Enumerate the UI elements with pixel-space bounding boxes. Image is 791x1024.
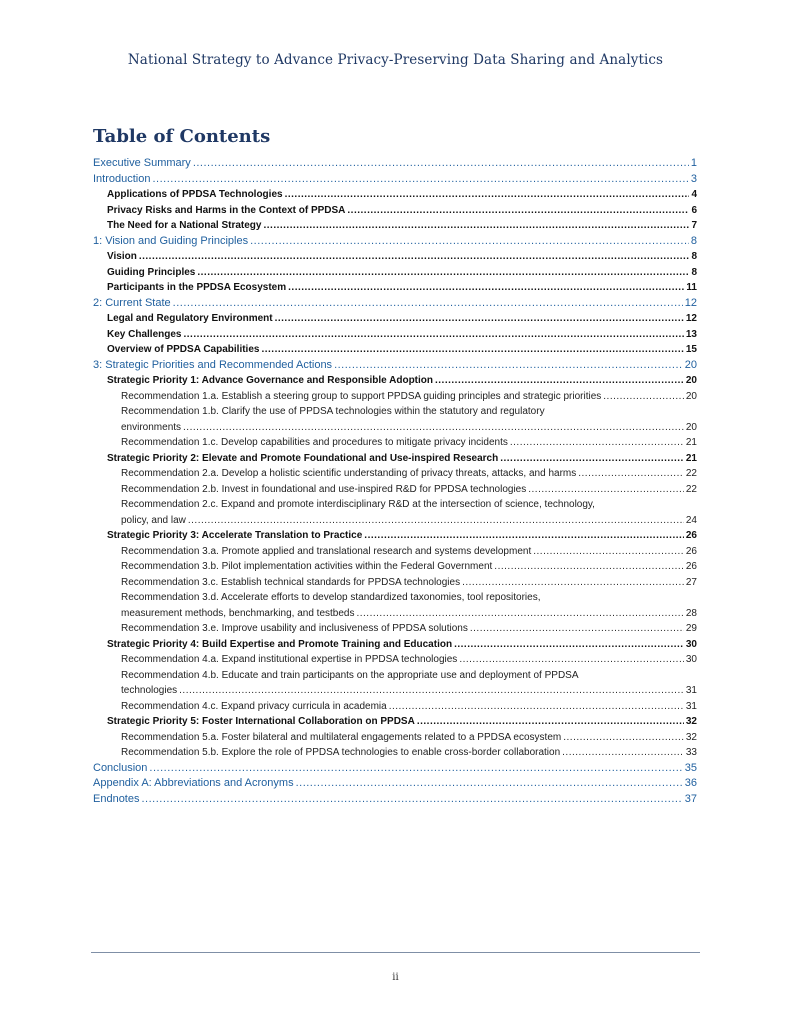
toc-entry-title: Recommendation 2.c. Expand and promote interdisciplinary R&D at the intersection of science, technology, — [121, 499, 595, 510]
toc-entry-page: 7 — [691, 220, 697, 231]
toc-dot-leader — [152, 172, 688, 188]
toc-entry-page: 31 — [685, 685, 697, 696]
toc-entry-title: Legal and Regulatory Environment — [107, 313, 273, 324]
toc-dot-leader — [356, 606, 683, 622]
toc-entry-page: 30 — [685, 654, 697, 665]
toc-entry-title-continued: technologies — [121, 685, 178, 696]
toc-entry-page: 26 — [685, 561, 697, 572]
toc-recommendation-link[interactable] — [93, 590, 697, 621]
toc-dot-leader — [149, 761, 682, 777]
toc-entry-page: 35 — [684, 761, 697, 774]
toc-recommendation-link[interactable] — [93, 621, 697, 637]
toc-subsection-link[interactable] — [93, 342, 697, 358]
page-number: ii — [392, 972, 399, 983]
toc-recommendation-link[interactable] — [93, 466, 697, 482]
toc-entry-page: 24 — [685, 514, 697, 526]
toc-entry-page: 11 — [686, 282, 697, 293]
toc-entry-page: 1 — [690, 157, 697, 169]
toc-entry-page: 22 — [685, 468, 697, 479]
toc-entry-page: 20 — [685, 375, 697, 386]
toc-entry-page: 8 — [691, 251, 697, 262]
toc-subsection-link[interactable] — [93, 373, 697, 389]
toc-entry-page: 28 — [685, 607, 697, 619]
toc-entry-title: Strategic Priority 4: Build Expertise and Promote Training and Education — [107, 638, 453, 650]
toc-subsection-link[interactable] — [93, 528, 697, 544]
toc-entry-page: 3 — [690, 172, 697, 185]
toc-dot-leader — [454, 637, 684, 653]
toc-recommendation-link[interactable] — [93, 404, 697, 435]
toc-entry-title: Applications of PPDSA Technologies — [107, 189, 283, 200]
toc-entry-title: Recommendation 3.c. Establish technical standards for PPDSA technologies — [121, 576, 461, 588]
toc-section-link[interactable] — [93, 792, 697, 808]
toc-entry-page: 20 — [685, 390, 697, 402]
toc-recommendation-link[interactable] — [93, 389, 697, 405]
toc-dot-leader — [603, 389, 684, 405]
toc-entry-title: Recommendation 1.a. Establish a steering group to support PPDSA guiding principles and strategic priorities — [121, 390, 602, 402]
toc-entry-page: 29 — [685, 623, 697, 634]
toc-dot-leader — [494, 559, 684, 575]
toc-subsection-link[interactable] — [93, 637, 697, 653]
toc-entry-title: Recommendation 3.e. Improve usability and inclusiveness of PPDSA solutions — [121, 623, 468, 634]
toc-entry-title: 2: Current State — [93, 296, 171, 309]
toc-dot-leader — [578, 466, 684, 482]
toc-dot-leader — [528, 482, 684, 498]
toc-entry-title: Recommendation 4.a. Expand institutional expertise in PPDSA technologies — [121, 654, 458, 665]
toc-entry-title: Strategic Priority 1: Advance Governance and Responsible Adoption — [107, 375, 433, 386]
toc-recommendation-link[interactable] — [93, 559, 697, 575]
toc-entry-title: Recommendation 1.c. Develop capabilities and procedures to mitigate privacy incidents — [121, 437, 508, 448]
toc-entry-title: Recommendation 5.b. Explore the role of PPDSA technologies to enable cross-border collaboration — [121, 747, 561, 758]
toc-entry-page: 30 — [685, 638, 697, 650]
toc-recommendation-link[interactable] — [93, 699, 697, 715]
table-of-contents — [93, 156, 697, 807]
toc-dot-leader — [285, 187, 690, 203]
running-header: National Strategy to Advance Privacy-Preserving Data Sharing and Analytics — [127, 52, 664, 68]
toc-entry-page: 22 — [685, 483, 697, 495]
toc-entry-title-continued: policy, and law — [121, 514, 186, 526]
toc-entry-page: 32 — [685, 731, 697, 743]
toc-entry-page: 8 — [691, 266, 697, 278]
toc-entry-title: Recommendation 2.a. Develop a holistic scientific understanding of privacy threats, attacks, and harms — [121, 468, 577, 479]
toc-recommendation-link[interactable] — [93, 482, 697, 498]
toc-entry-page: 26 — [685, 545, 697, 557]
toc-recommendation-link[interactable] — [93, 435, 697, 451]
toc-section-link[interactable] — [93, 761, 697, 777]
toc-entry-title-continued: measurement methods, benchmarking, and testbeds — [121, 607, 355, 619]
toc-entry-title: Vision — [107, 251, 137, 262]
toc-entry-title: 1: Vision and Guiding Principles — [93, 234, 249, 247]
toc-dot-leader — [364, 528, 684, 544]
toc-dot-leader — [263, 218, 689, 234]
toc-subsection-link[interactable] — [93, 249, 697, 265]
toc-entry-title: Guiding Principles — [107, 266, 196, 278]
toc-dot-leader — [183, 420, 684, 436]
toc-section-link[interactable] — [93, 156, 697, 172]
toc-subsection-link[interactable] — [93, 311, 697, 327]
toc-entry-page: 31 — [685, 700, 697, 712]
toc-entry-title-continued: environments — [121, 421, 182, 433]
toc-subsection-link[interactable] — [93, 451, 697, 467]
toc-entry-page: 21 — [685, 452, 697, 464]
toc-entry-page: 15 — [685, 344, 697, 355]
toc-subsection-link[interactable] — [93, 218, 697, 234]
toc-dot-leader — [261, 342, 683, 358]
toc-entry-title: Overview of PPDSA Capabilities — [107, 344, 260, 355]
toc-entry-title: Strategic Priority 3: Accelerate Translation to Practice — [107, 530, 363, 541]
toc-dot-leader — [334, 358, 683, 374]
toc-entry-title: The Need for a National Strategy — [107, 220, 262, 231]
toc-entry-title: Participants in the PPDSA Ecosystem — [107, 282, 287, 293]
toc-entry-title: Introduction — [93, 172, 151, 185]
toc-dot-leader — [510, 435, 684, 451]
toc-dot-leader — [193, 156, 689, 172]
toc-dot-leader — [188, 513, 684, 529]
toc-entry-title: Recommendation 4.b. Educate and train participants on the appropriate use and deployment of PPDSA — [121, 669, 579, 681]
toc-entry-title: Executive Summary — [93, 157, 191, 169]
toc-entry-page: 20 — [685, 421, 697, 433]
toc-recommendation-link[interactable] — [93, 575, 697, 591]
toc-entry-page: 32 — [685, 716, 697, 727]
toc-entry-page: 26 — [685, 530, 697, 541]
toc-dot-leader — [470, 621, 684, 637]
toc-subsection-link[interactable] — [93, 265, 697, 281]
toc-entry-page: 4 — [691, 189, 697, 200]
toc-entry-title: Recommendation 4.c. Expand privacy curricula in academia — [121, 700, 387, 712]
toc-dot-leader — [139, 249, 690, 265]
toc-dot-leader — [250, 234, 689, 250]
toc-dot-leader — [500, 451, 684, 467]
toc-entry-title: Privacy Risks and Harms in the Context of PPDSA — [107, 204, 346, 216]
toc-entry-title: Recommendation 2.b. Invest in foundational and use-inspired R&D for PPDSA technologies — [121, 483, 527, 495]
toc-subsection-link[interactable] — [93, 187, 697, 203]
toc-entry-title: Recommendation 3.d. Accelerate efforts to develop standardized taxonomies, tool repositories, — [121, 592, 541, 603]
toc-dot-leader — [562, 745, 684, 761]
toc-dot-leader — [179, 683, 684, 699]
toc-subsection-link[interactable] — [93, 280, 697, 296]
toc-dot-leader — [347, 203, 689, 219]
toc-recommendation-link[interactable] — [93, 497, 697, 528]
toc-entry-title: Strategic Priority 5: Foster International Collaboration on PPDSA — [107, 716, 415, 727]
toc-entry-title: Recommendation 5.a. Foster bilateral and multilateral engagements related to a PPDSA ecosystem — [121, 731, 562, 743]
toc-entry-title: 3: Strategic Priorities and Recommended Actions — [93, 358, 333, 371]
toc-entry-page: 12 — [684, 296, 697, 309]
toc-section-link[interactable] — [93, 234, 697, 250]
toc-entry-page: 33 — [685, 747, 697, 758]
toc-recommendation-link[interactable] — [93, 544, 697, 560]
toc-entry-page: 20 — [684, 358, 697, 371]
toc-section-link[interactable] — [93, 296, 697, 312]
toc-section-link[interactable] — [93, 358, 697, 374]
toc-dot-leader — [141, 792, 682, 808]
toc-section-link[interactable] — [93, 776, 697, 792]
toc-entry-title: Strategic Priority 2: Elevate and Promote Foundational and Use-inspired Research — [107, 452, 499, 464]
toc-entry-title: Conclusion — [93, 761, 148, 774]
toc-dot-leader — [183, 327, 683, 343]
footer-divider — [91, 952, 700, 953]
toc-dot-leader — [533, 544, 684, 560]
toc-dot-leader — [275, 311, 684, 327]
toc-section-link[interactable] — [93, 172, 697, 188]
toc-entry-page: 27 — [685, 576, 697, 588]
toc-dot-leader — [417, 714, 684, 730]
toc-entry-title: Appendix A: Abbreviations and Acronyms — [93, 777, 294, 789]
toc-entry-title: Recommendation 3.a. Promote applied and translational research and systems development — [121, 545, 532, 557]
toc-dot-leader — [197, 265, 689, 281]
toc-dot-leader — [563, 730, 684, 746]
toc-entry-page: 21 — [685, 437, 697, 448]
toc-entry-page: 8 — [690, 234, 697, 247]
toc-entry-page: 36 — [684, 777, 697, 789]
toc-subsection-link[interactable] — [93, 203, 697, 219]
toc-dot-leader — [173, 296, 683, 312]
toc-dot-leader — [288, 280, 684, 296]
toc-recommendation-link[interactable] — [93, 652, 697, 668]
toc-subsection-link[interactable] — [93, 714, 697, 730]
toc-entry-title: Key Challenges — [107, 328, 182, 340]
toc-recommendation-link[interactable] — [93, 745, 697, 761]
toc-recommendation-link[interactable] — [93, 668, 697, 699]
toc-entry-title: Recommendation 3.b. Pilot implementation activities within the Federal Government — [121, 561, 493, 572]
toc-dot-leader — [459, 652, 684, 668]
toc-recommendation-link[interactable] — [93, 730, 697, 746]
toc-subsection-link[interactable] — [93, 327, 697, 343]
toc-heading: Table of Contents — [93, 126, 271, 147]
toc-entry-page: 13 — [685, 328, 697, 340]
toc-dot-leader — [462, 575, 684, 591]
toc-entry-page: 37 — [684, 792, 697, 805]
toc-entry-page: 6 — [691, 204, 697, 216]
toc-dot-leader — [389, 699, 684, 715]
toc-entry-title: Endnotes — [93, 792, 140, 805]
toc-entry-page: 12 — [685, 313, 697, 324]
toc-dot-leader — [435, 373, 684, 389]
toc-entry-title: Recommendation 1.b. Clarify the use of PPDSA technologies within the statutory and regulatory — [121, 406, 545, 417]
toc-dot-leader — [296, 776, 683, 792]
